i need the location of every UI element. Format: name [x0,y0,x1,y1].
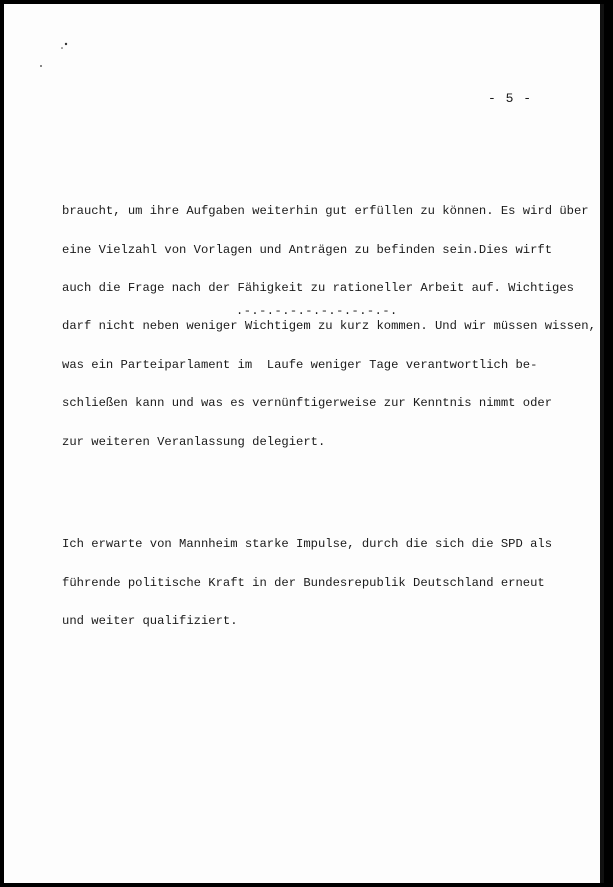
document-page [4,4,604,883]
text-line: eine Vielzahl von Vorlagen und Anträgen zu befinden sein.Dies wirft [62,242,553,257]
text-line: führende politische Kraft in der Bundesrepublik Deutschland erneut [62,575,545,590]
text-line: braucht, um ihre Aufgaben weiterhin gut erfüllen zu können. Es wird über [62,204,589,219]
paragraph-1 [62,180,596,474]
paragraph-2 [62,513,592,654]
text-line: und weiter qualifiziert. [62,613,238,628]
text-line: was ein Parteiparlament im Laufe weniger Tage verantwortlich be- [62,357,538,372]
text-line: schließen kann und was es vernünftigerweise zur Kenntnis nimmt oder [62,396,553,411]
body-text [62,154,596,679]
text-line: Ich erwarte von Mannheim starke Impulse, durch die sich die SPD als [62,537,553,552]
text-line: zur weiteren Veranlassung delegiert. [62,434,326,449]
text-line: darf nicht neben weniger Wichtigem zu kurz kommen. Und wir müssen wissen, [62,319,596,334]
end-separator: .-.-.-.-.-.-.-.-.-.-. [236,304,398,318]
page-number: - 5 - [488,91,533,106]
text-line: auch die Frage nach der Fähigkeit zu rationeller Arbeit auf. Wichtiges [62,280,574,295]
